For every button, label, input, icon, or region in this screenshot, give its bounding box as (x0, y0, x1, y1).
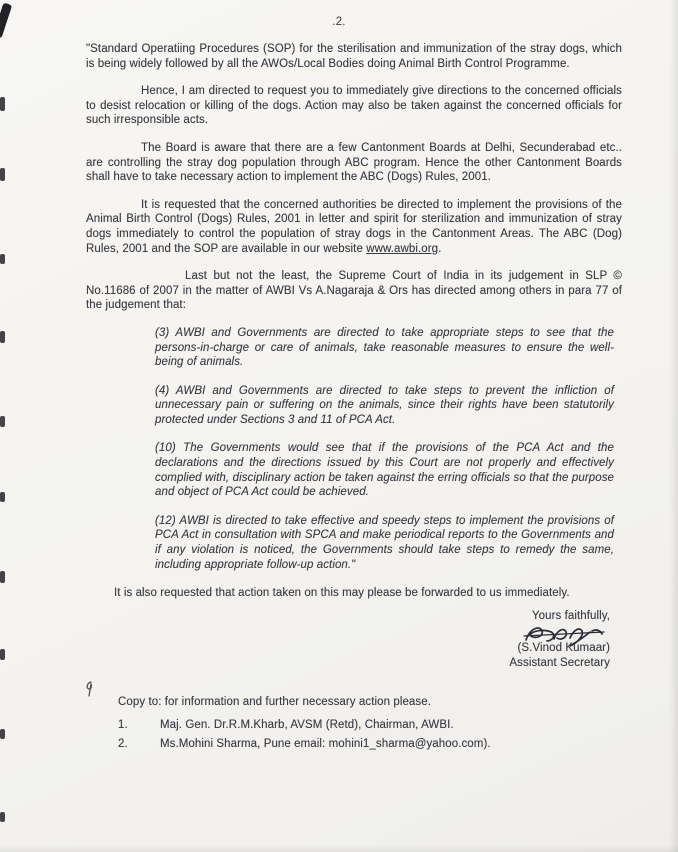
signatory-name: (S.Vinod Kumaar) (517, 641, 610, 654)
quote-para-10: (10) The Governments would see that if the provisions of the PCA Act and the declarations and the directions issued by this Court are not properly and effectively complied with, disciplinary action be taken against the erring officials so that the purpose and object of PCA Act could be achieved. (155, 442, 614, 499)
paragraph-text-end: . (438, 242, 442, 255)
signature-block (86, 609, 622, 671)
copy-to-heading: Copy to: for information and further necessary action please. (118, 695, 431, 708)
scan-artifact (0, 331, 5, 343)
scan-artifact (0, 729, 5, 739)
page-edge-shadow-bottom (0, 845, 678, 852)
page-edge-shadow-right (669, 0, 678, 852)
website-link[interactable]: www.awbi.org (366, 242, 439, 255)
scan-artifact (0, 97, 5, 111)
copy-item (118, 736, 622, 752)
paragraph-cantonment-boards: The Board is aware that there are a few Cantonment Boards at Delhi, Secunderabad etc.. are controlling the stray dog population through ABC program. Hence the other Cantonment Boards shall have to take necessary action to implement the ABC (Dogs) Rules, 2001. (86, 141, 622, 184)
copy-item-text: Ms.Mohini Sharma, Pune email: mohini1_sharma@yahoo.com). (160, 738, 491, 751)
scan-artifact (0, 492, 5, 502)
copy-item-number: 2. (118, 738, 128, 751)
scan-artifact (0, 812, 5, 822)
copy-item-number: 1. (118, 719, 128, 732)
scan-artifact (0, 416, 5, 427)
salutation: Yours faithfully, (531, 609, 610, 622)
copy-to-section (118, 695, 622, 753)
quote-para-4: (4) AWBI and Governments are directed to take steps to prevent the infliction of unnecessary pain or suffering on the animals, since their rights have been statutorily protected under Sections 3 and 11 of PCA Act. (155, 384, 614, 426)
paragraph-directions-request: Hence, I am directed to request you to immediately give directions to the concerned officials to desist relocation or killing of the dogs. Action may also be taken against the concerned officials for such irresponsible acts. (86, 85, 622, 127)
scan-artifact (0, 649, 5, 660)
copy-item (118, 717, 622, 733)
paragraph-supreme-court: Last but not the least, the Supreme Court of India in its judgement in SLP © No.11686 of 2007 in the matter of AWBI Vs A.Nagaraja & Ors has directed among others in para 77 of the judgement that: (86, 270, 622, 312)
paragraph-sop: "Standard Operatiing Procedures (SOP) for the sterilisation and immunization of the stray dogs, which is being widely followed by all the AWOs/Local Bodies doing Animal Birth Control Programme. (86, 43, 622, 70)
scan-artifact (0, 254, 5, 264)
copy-item-text: Maj. Gen. Dr.R.M.Kharb, AVSM (Retd), Chairman, AWBI. (160, 719, 454, 732)
paragraph-text: It is requested that the concerned authorities be directed to implement the provisions of the Animal Birth Control (Dogs) Rules, 2001 in letter and spirit for sterilization and immunization of stray dogs immediately to control the population of stray dogs in the Cantonment Areas. The ABC (Dog) Rules, 2001 and the SOP are available in our website (86, 198, 622, 255)
page-number: .2. (332, 16, 346, 28)
quote-para-3: (3) AWBI and Governments are directed to take appropriate steps to see that the persons-in-charge or care of animals, take reasonable measures to ensure the well-being of animals. (155, 326, 614, 369)
signatory-title: Assistant Secretary (509, 656, 610, 669)
letter-body (86, 42, 622, 752)
paragraph-implement-abc-rules (86, 198, 622, 256)
scan-artifact (0, 168, 5, 181)
scan-artifact (0, 571, 5, 583)
quote-para-12: (12) AWBI is directed to take effective and speedy steps to implement the provisions of PCA Act in consultation with SPCA and make periodical reports to the Governments and if any violation is noticed, the Governments should take steps to remedy the same, including appropriate follow-up action." (155, 514, 614, 571)
paragraph-action-taken: It is also requested that action taken on this may please be forwarded to us immediately. (114, 587, 570, 600)
